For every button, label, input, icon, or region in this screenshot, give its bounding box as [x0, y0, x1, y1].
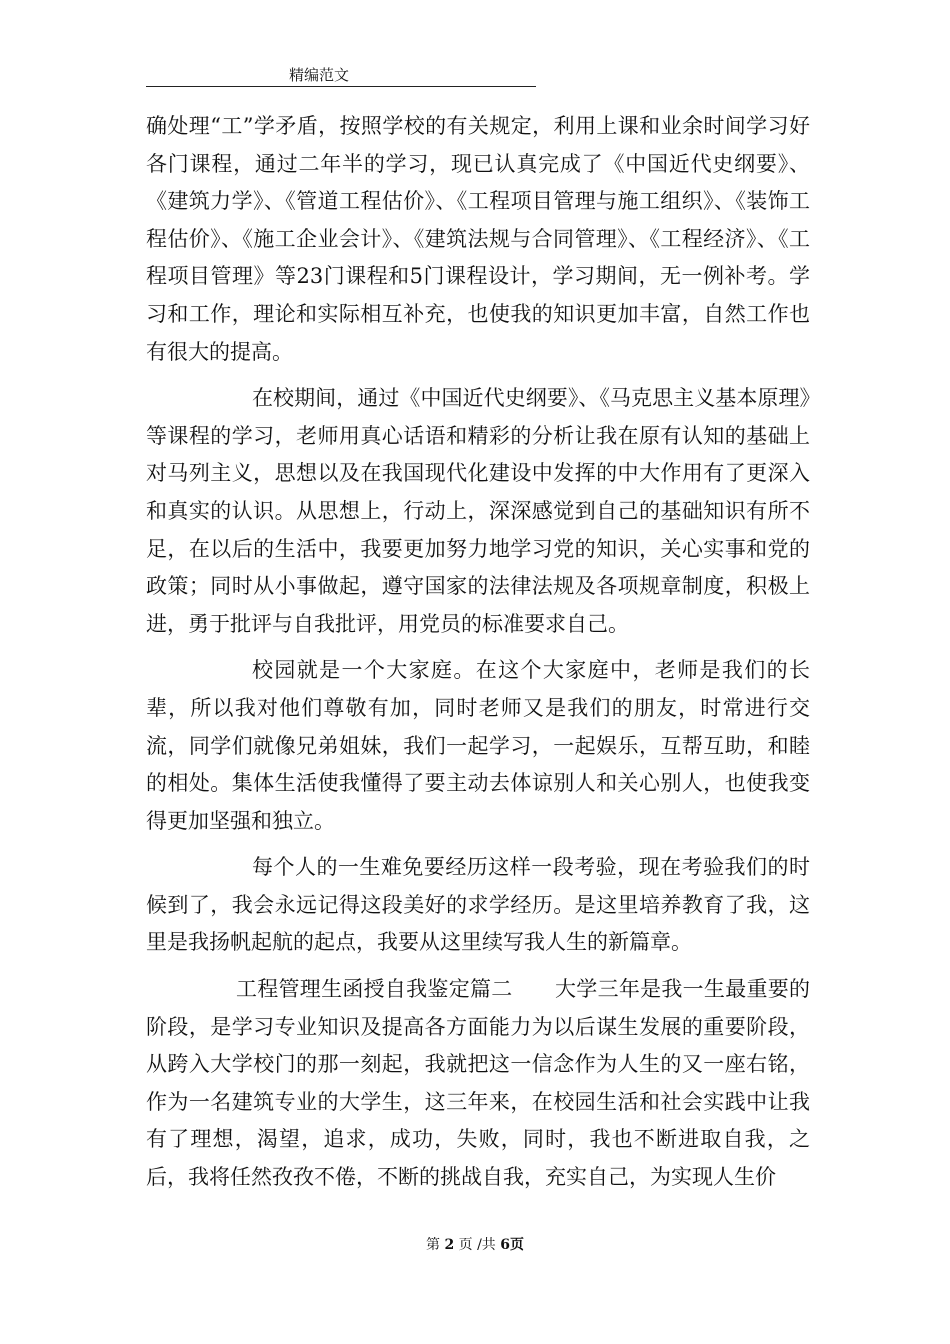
footer-prefix: 第: [425, 1237, 440, 1253]
page-header: [146, 66, 536, 87]
footer-current-page: 2: [444, 1237, 455, 1253]
header-title: 精编范文: [289, 66, 350, 84]
page-footer: [0, 1236, 950, 1254]
paragraph-3: 校园就是一个大家庭。在这个大家庭中，老师是我们的长辈，所以我对他们尊敬有加，同时老师又是我们的朋友，时常进行交流，同学们就像兄弟姐妹，我们一起学习，一起娱乐，互帮互助，和睦的相处。集体生活使我懂得了要主动去体谅别人和关心别人，也使我变得更加坚强和独立。: [146, 658, 810, 833]
paragraph-5: 工程管理生函授自我鉴定篇二 大学三年是我一生最重要的阶段，是学习专业知识及提高各方面能力为以后谋生发展的重要阶段，从跨入大学校门的那一刻起，我就把这一信念作为人生的又一座右铭，作为一名建筑专业的大学生，这三年来，在校园生活和社会实践中让我有了理想，渴望，追求，成功，失败，同时，我也不断进取自我，之后，我将任然孜孜不倦，不断的挑战自我，充实自己，为实现人生价: [146, 977, 810, 1190]
footer-suffix: 页: [510, 1237, 525, 1253]
paragraph-1: 确处理“工”学矛盾，按照学校的有关规定，利用上课和业余时间学习好各门课程，通过二年半的学习，现已认真完成了《中国近代史纲要》、《建筑力学》、《管道工程估价》、《工程项目管理与施工组织》、《装饰工程估价》、《施工企业会计》、《建筑法规与合同管理》、《工程经济》、《工程项目管理》等23门课程和5门课程设计，学习期间，无一例补考。学习和工作，理论和实际相互补充，也使我的知识更加丰富，自然工作也有很大的提高。: [146, 114, 810, 364]
footer-middle: 页 /共: [458, 1237, 496, 1253]
document-body: [146, 108, 810, 1197]
paragraph-2: 在校期间，通过《中国近代史纲要》、《马克思主义基本原理》等课程的学习，老师用真心话语和精彩的分析让我在原有认知的基础上对马列主义，思想以及在我国现代化建设中发挥的中大作用有了更深入和真实的认识。从思想上，行动上，深深感觉到自己的基础知识有所不足，在以后的生活中，我要更加努力地学习党的知识，关心实事和党的政策；同时从小事做起，遵守国家的法律法规及各项规章制度，积极上进，勇于批评与自我批评，用党员的标准要求自己。: [146, 386, 810, 636]
footer-total-pages: 6: [500, 1237, 511, 1253]
paragraph-4: 每个人的一生难免要经历这样一段考验，现在考验我们的时候到了，我会永远记得这段美好的求学经历。是这里培养教育了我，这里是我扬帆起航的起点，我要从这里续写我人生的新篇章。: [146, 855, 810, 955]
